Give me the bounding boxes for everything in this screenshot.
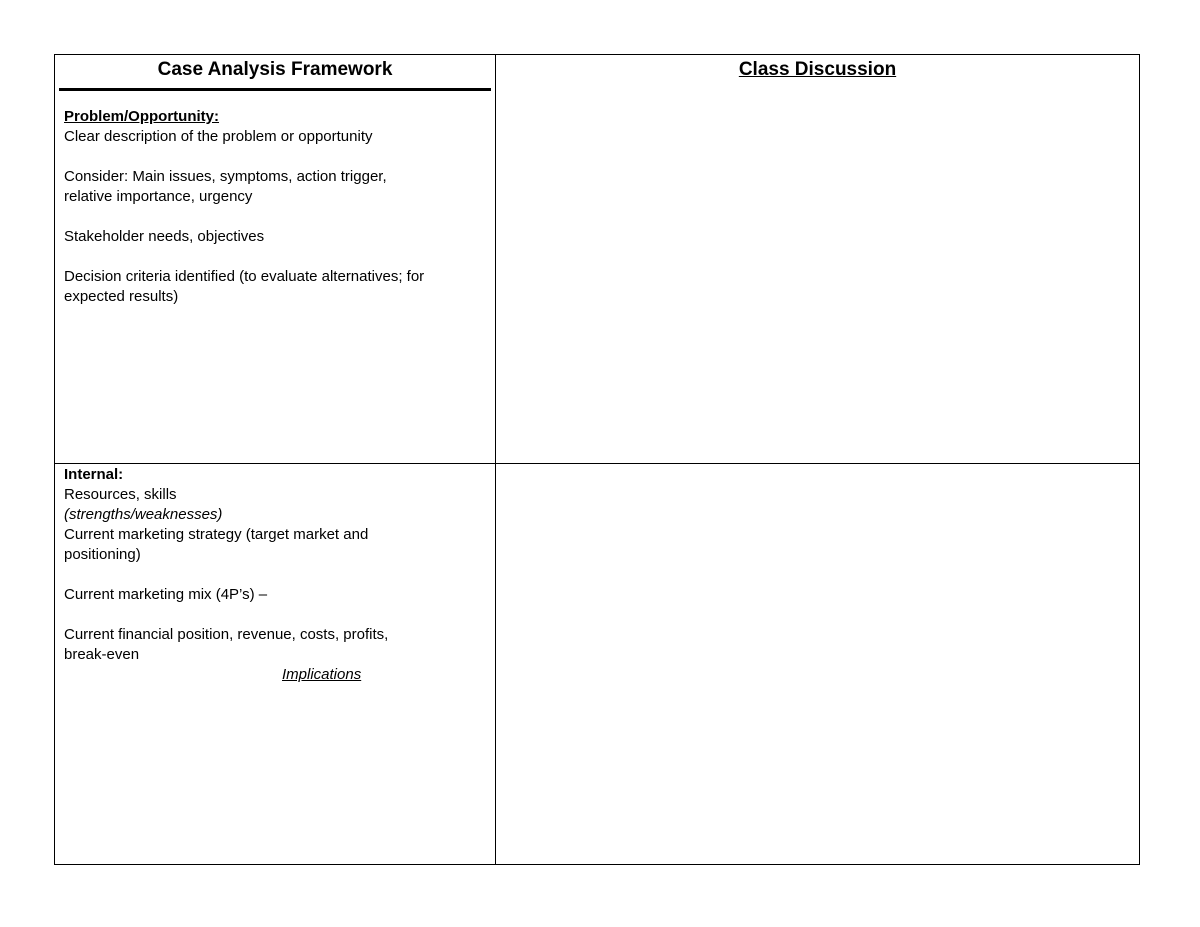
implications-label: Implications <box>282 666 362 683</box>
marketing-mix: Current marketing mix (4P’s) – <box>64 586 268 603</box>
marketing-strategy-line-1: Current marketing strategy (target market and <box>64 526 369 543</box>
internal-heading: Internal: <box>64 466 124 483</box>
internal-analysis-cell <box>55 464 495 864</box>
class-discussion-notes-cell <box>496 464 1139 864</box>
marketing-strategy-line-2: positioning) <box>64 546 141 563</box>
case-analysis-table <box>54 54 1140 865</box>
spacer <box>64 565 490 585</box>
problem-opportunity-cell <box>55 55 495 463</box>
spacer <box>64 207 490 227</box>
problem-opportunity-content <box>64 107 490 307</box>
class-discussion-cell <box>496 55 1139 463</box>
spacer <box>64 247 490 267</box>
strengths-weaknesses: (strengths/weaknesses) <box>64 506 223 523</box>
spacer <box>64 605 490 625</box>
framework-header: Case Analysis Framework <box>59 57 491 91</box>
financial-position-line-2: break-even <box>64 646 140 663</box>
problem-description: Clear description of the problem or opportunity <box>64 128 373 145</box>
internal-analysis-content <box>64 465 490 665</box>
financial-position-line-1: Current financial position, revenue, costs, profits, <box>64 626 389 643</box>
consider-line-2: relative importance, urgency <box>64 188 253 205</box>
class-discussion-header: Class Discussion <box>738 59 897 80</box>
consider-line-1: Consider: Main issues, symptoms, action trigger, <box>64 168 387 185</box>
resources-skills: Resources, skills <box>64 486 177 503</box>
spacer <box>64 147 490 167</box>
stakeholder-needs: Stakeholder needs, objectives <box>64 228 265 245</box>
problem-opportunity-heading: Problem/Opportunity: <box>64 108 219 125</box>
decision-criteria-line-1: Decision criteria identified (to evaluate alternatives; for <box>64 268 425 285</box>
decision-criteria-line-2: expected results) <box>64 288 179 305</box>
